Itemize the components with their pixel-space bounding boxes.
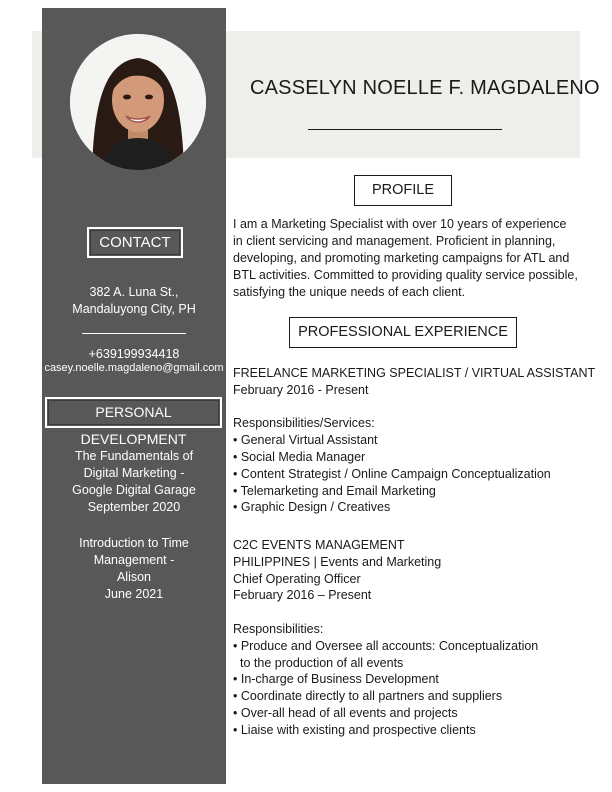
course-line: Management - (93, 553, 175, 567)
contact-divider (82, 333, 186, 334)
address-line: Mandaluyong City, PH (72, 302, 196, 316)
course-line: Digital Marketing - (83, 466, 185, 480)
personal-development-heading: PERSONAL DEVELOPMENT (45, 397, 222, 428)
contact-heading: CONTACT (87, 227, 183, 258)
job-dates: February 2016 – Present (233, 588, 372, 603)
candidate-name: CASSELYN NOELLE F. MAGDALENO (250, 77, 600, 99)
responsibility-item: • Content Strategist / Online Campaign Conceptualization (233, 466, 551, 481)
course-line: Alison (116, 570, 152, 584)
responsibility-item: • In-charge of Business Development (233, 672, 439, 687)
course-item (42, 535, 226, 603)
course-line: September 2020 (87, 500, 181, 514)
responsibility-item: • Produce and Oversee all accounts: Conceptualization (233, 638, 539, 653)
address (42, 284, 226, 318)
responsibility-item: to the production of all events (240, 655, 404, 670)
company-subtitle: PHILIPPINES | Events and Marketing (233, 554, 442, 569)
profile-summary: I am a Marketing Specialist with over 10 years of experience in client servicing and management. Proficient in planning, developing, and promoting marketing campaigns for ATL and BTL activities. Committed to providing quality service possible, satisfying the unique needs of each client. (233, 217, 578, 299)
job-title: FREELANCE MARKETING SPECIALIST / VIRTUAL ASSISTANT (233, 366, 596, 380)
course-line: Google Digital Garage (72, 483, 196, 497)
responsibility-item: • Telemarketing and Email Marketing (233, 483, 436, 498)
responsibility-item: • Coordinate directly to all partners and suppliers (233, 689, 503, 704)
responsibility-item: • Graphic Design / Creatives (233, 500, 391, 515)
profile-photo (70, 34, 206, 170)
email-address: casey.noelle.magdaleno@gmail.com (44, 362, 224, 374)
phone-number: +639199934418 (88, 347, 180, 361)
sidebar (42, 8, 226, 784)
responsibility-item: • Over-all head of all events and projects (233, 705, 458, 720)
responsibility-item: • Liaise with existing and prospective clients (233, 722, 476, 737)
profile-heading: PROFILE (354, 175, 452, 206)
job-dates: February 2016 - Present (233, 382, 369, 397)
course-item (42, 448, 226, 516)
course-line: June 2021 (104, 587, 164, 601)
responsibilities-heading: Responsibilities/Services: (233, 416, 375, 431)
responsibilities-heading: Responsibilities: (233, 621, 324, 636)
responsibility-item: • Social Media Manager (233, 449, 366, 464)
experience-heading: PROFESSIONAL EXPERIENCE (289, 317, 517, 348)
avatar (70, 34, 206, 170)
responsibility-item: • General Virtual Assistant (233, 433, 378, 448)
job-entry (233, 537, 538, 739)
course-line: The Fundamentals of (74, 449, 194, 463)
address-line: 382 A. Luna St., (89, 285, 179, 299)
course-line: Introduction to Time (79, 536, 189, 550)
company-name: C2C EVENTS MANAGEMENT (233, 538, 405, 552)
name-underline (308, 129, 502, 130)
job-entry (233, 365, 595, 516)
job-title: Chief Operating Officer (233, 571, 361, 586)
